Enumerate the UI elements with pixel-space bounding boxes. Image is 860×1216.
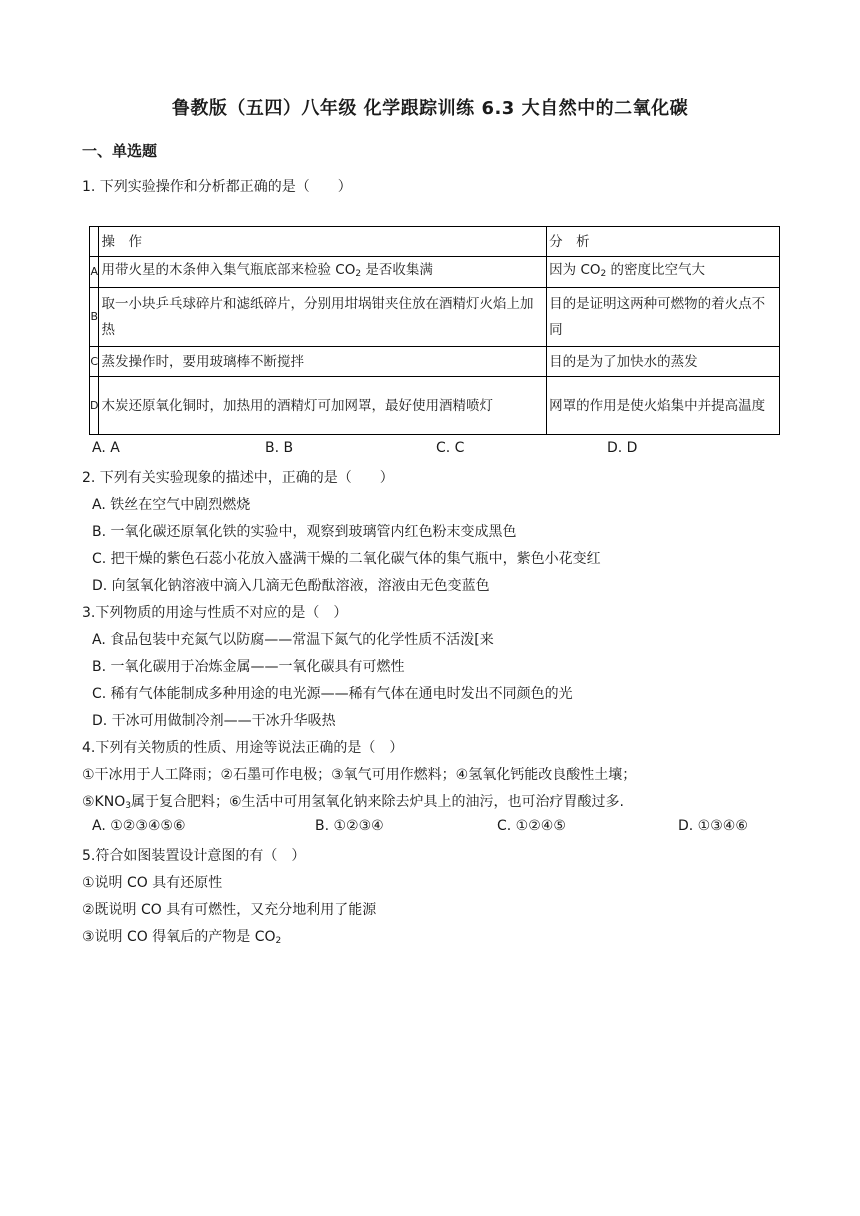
table-cell-an: 因为 $CO_2$ 的密度比空气大 xyxy=(547,257,780,288)
table-row xyxy=(90,347,780,377)
question-2-option-d[interactable]: D. 向氢氧化钠溶液中滴入几滴无色酚酞溶液，溶液由无色变蓝色 xyxy=(92,578,490,594)
question-3-option-b[interactable]: B. 一氧化碳用于冶炼金属——一氧化碳具有可燃性 xyxy=(92,659,405,675)
question-4-stem: 4.下列有关物质的性质、用途等说法正确的是（ ） xyxy=(82,740,404,756)
table-cell-op: 木炭还原氧化铜时，加热用的酒精灯可加网罩，最好使用酒精喷灯 xyxy=(99,377,547,435)
question-4-statement-1: ①干冰用于人工降雨；②石墨可作电极；③氧气可用作燃料；④氢氧化钙能改良酸性土壤； xyxy=(82,767,637,783)
question-4-statement-2: $⑤KNO_3$属于复合肥料；⑥生活中可用氢氧化钠来除去炉具上的油污，也可治疗胃酸过多. xyxy=(82,794,624,811)
question-1-option-d[interactable]: D. D xyxy=(607,440,638,456)
question-1-option-b[interactable]: B. B xyxy=(265,440,294,456)
question-4-option-c[interactable]: C. ①②④⑤ xyxy=(497,818,566,834)
question-5-statement-1: ①说明 CO 具有还原性 xyxy=(82,875,223,891)
question-3-option-d[interactable]: D. 干冰可用做制冷剂——干冰升华吸热 xyxy=(92,713,336,729)
question-2-option-a[interactable]: A. 铁丝在空气中剧烈燃烧 xyxy=(92,497,251,513)
table-header-row xyxy=(90,227,780,257)
question-5-statement-2: ②既说明 CO 具有可燃性，又充分地利用了能源 xyxy=(82,902,377,918)
question-2-stem: 2. 下列有关实验现象的描述中，正确的是（ ） xyxy=(82,470,394,486)
table-header-an: 分 析 xyxy=(547,227,780,257)
question-4-option-d[interactable]: D. ①③④⑥ xyxy=(678,818,748,834)
question-1-option-c[interactable]: C. C xyxy=(436,440,465,456)
question-3-stem: 3.下列物质的用途与性质不对应的是（ ） xyxy=(82,605,348,621)
question-1-table xyxy=(89,226,780,435)
question-5-stem: 5.符合如图装置设计意图的有（ ） xyxy=(82,848,306,864)
section-heading: 一、单选题 xyxy=(82,142,158,160)
question-4-option-a[interactable]: A. ①②③④⑤⑥ xyxy=(92,818,186,834)
question-2-option-b[interactable]: B. 一氧化碳还原氧化铁的实验中，观察到玻璃管内红色粉末变成黑色 xyxy=(92,524,517,540)
table-row-label: A xyxy=(90,257,99,288)
table-cell-op: 取一小块乒乓球碎片和滤纸碎片，分别用坩埚钳夹住放在酒精灯火焰上加热 xyxy=(99,288,547,347)
table-cell-op: 蒸发操作时，要用玻璃棒不断搅拌 xyxy=(99,347,547,377)
table-row-label: D xyxy=(90,377,99,435)
question-5-statement-3: ③说明 CO 得氧后的产物是 $CO_2$ xyxy=(82,929,282,946)
table-row-label: C xyxy=(90,347,99,377)
question-3-option-a[interactable]: A. 食品包装中充氮气以防腐——常温下氮气的化学性质不活泼[来 xyxy=(92,632,494,648)
table-row xyxy=(90,257,780,288)
question-4-option-b[interactable]: B. ①②③④ xyxy=(315,818,384,834)
table-label-cell xyxy=(90,227,99,257)
page-title: 鲁教版（五四）八年级 化学跟踪训练 6.3 大自然中的二氧化碳 xyxy=(171,98,689,119)
table-row xyxy=(90,288,780,347)
table-row-label: B xyxy=(90,288,99,347)
table-cell-op: 用带火星的木条伸入集气瓶底部来检验 $CO_2$ 是否收集满 xyxy=(99,257,547,288)
question-1-stem: 1. 下列实验操作和分析都正确的是（ ） xyxy=(82,179,352,195)
question-3-option-c[interactable]: C. 稀有气体能制成多种用途的电光源——稀有气体在通电时发出不同颜色的光 xyxy=(92,686,573,702)
table-cell-an: 目的是为了加快水的蒸发 xyxy=(547,347,780,377)
question-2-option-c[interactable]: C. 把干燥的紫色石蕊小花放入盛满干燥的二氧化碳气体的集气瓶中，紫色小花变红 xyxy=(92,551,601,567)
table-header-op: 操 作 xyxy=(99,227,547,257)
table-cell-an: 目的是证明这两种可燃物的着火点不同 xyxy=(547,288,780,347)
question-1-option-a[interactable]: A. A xyxy=(92,440,120,456)
table-row xyxy=(90,377,780,435)
table-cell-an: 网罩的作用是使火焰集中并提高温度 xyxy=(547,377,780,435)
